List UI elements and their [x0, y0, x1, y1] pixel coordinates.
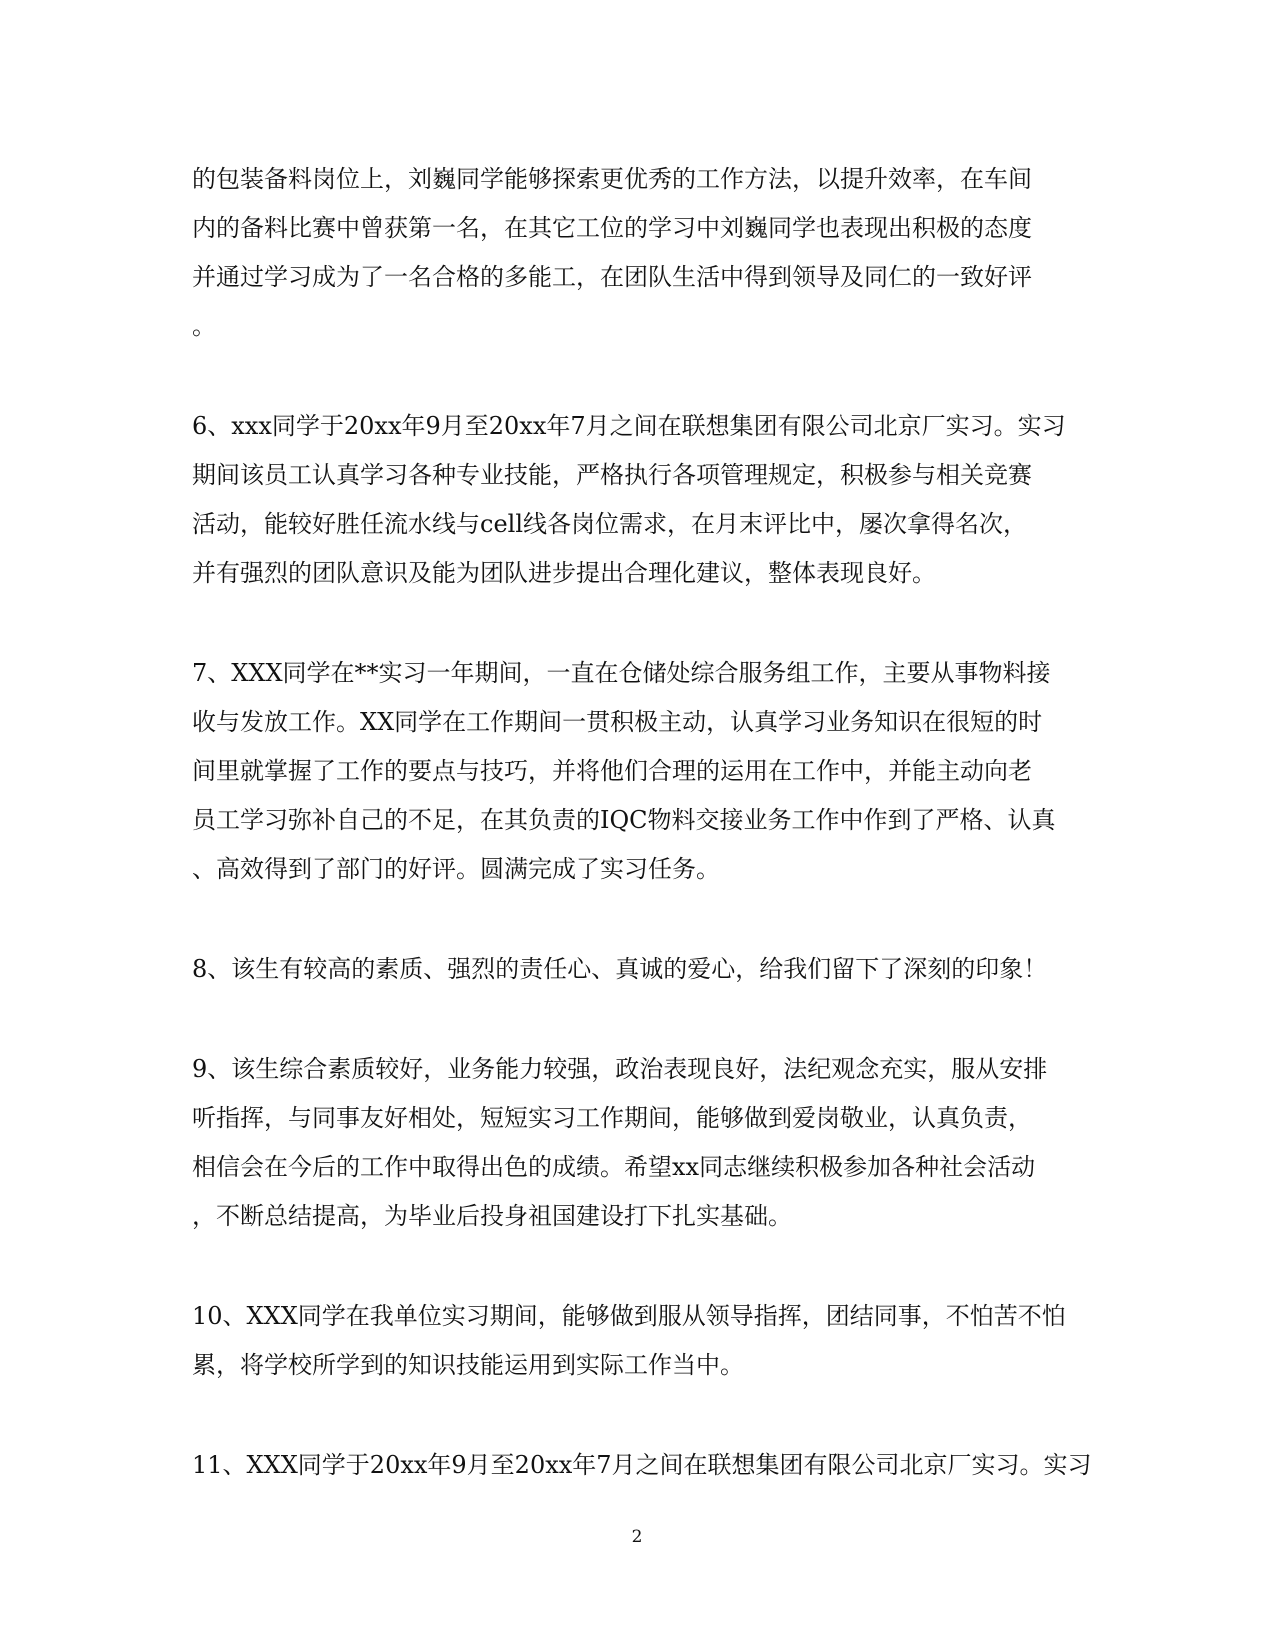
text-line: 的包装备料岗位上，刘巍同学能够探索更优秀的工作方法，以提升效率，在车间	[192, 165, 1032, 193]
paragraph-item-10	[192, 1292, 1092, 1390]
text-line: 11、XXX同学于20xx年9月至20xx年7月之间在联想集团有限公司北京厂实习。实习	[192, 1451, 1092, 1479]
paragraph-item-8	[192, 945, 1092, 994]
text-line: 相信会在今后的工作中取得出色的成绩。希望xx同志继续积极参加各种社会活动	[192, 1153, 1036, 1181]
text-line: 收与发放工作。XX同学在工作期间一贯积极主动，认真学习业务知识在很短的时	[192, 708, 1043, 736]
text-line: ，不断总结提高，为毕业后投身祖国建设打下扎实基础。	[192, 1202, 792, 1230]
paragraph-item-6	[192, 402, 1092, 598]
text-line: 内的备料比赛中曾获第一名，在其它工位的学习中刘巍同学也表现出积极的态度	[192, 214, 1032, 242]
text-line: 7、XXX同学在**实习一年期间，一直在仓储处综合服务组工作，主要从事物料接	[192, 659, 1051, 687]
paragraph-item-9	[192, 1045, 1092, 1241]
paragraph-continuation	[192, 155, 1092, 351]
document-body	[192, 155, 1092, 1541]
text-line: 并通过学习成为了一名合格的多能工，在团队生活中得到领导及同仁的一致好评	[192, 263, 1032, 291]
text-line: 间里就掌握了工作的要点与技巧，并将他们合理的运用在工作中，并能主动向老	[192, 757, 1032, 785]
paragraph-item-7	[192, 649, 1092, 894]
text-line: 期间该员工认真学习各种专业技能，严格执行各项管理规定，积极参与相关竞赛	[192, 461, 1032, 489]
text-line: 听指挥，与同事友好相处，短短实习工作期间，能够做到爱岗敬业，认真负责，	[192, 1104, 1032, 1132]
page-number: 2	[631, 1527, 643, 1547]
text-line: 员工学习弥补自己的不足，在其负责的IQC物料交接业务工作中作到了严格、认真	[192, 806, 1056, 834]
text-line: 并有强烈的团队意识及能为团队进步提出合理化建议，整体表现良好。	[192, 559, 936, 587]
text-line: 活动，能较好胜任流水线与cell线各岗位需求，在月末评比中，屡次拿得名次，	[192, 510, 1027, 538]
text-line: 、高效得到了部门的好评。圆满完成了实习任务。	[192, 855, 720, 883]
text-line: 。	[192, 312, 216, 340]
text-line: 9、该生综合素质较好，业务能力较强，政治表现良好，法纪观念充实，服从安排	[192, 1055, 1048, 1083]
text-line: 累，将学校所学到的知识技能运用到实际工作当中。	[192, 1351, 744, 1379]
text-line: 10、XXX同学在我单位实习期间，能够做到服从领导指挥，团结同事，不怕苦不怕	[192, 1302, 1066, 1330]
paragraph-item-11	[192, 1441, 1092, 1490]
text-line: 6、xxx同学于20xx年9月至20xx年7月之间在联想集团有限公司北京厂实习。实习	[192, 412, 1066, 440]
text-line: 8、该生有较高的素质、强烈的责任心、真诚的爱心，给我们留下了深刻的印象！	[192, 955, 1048, 983]
